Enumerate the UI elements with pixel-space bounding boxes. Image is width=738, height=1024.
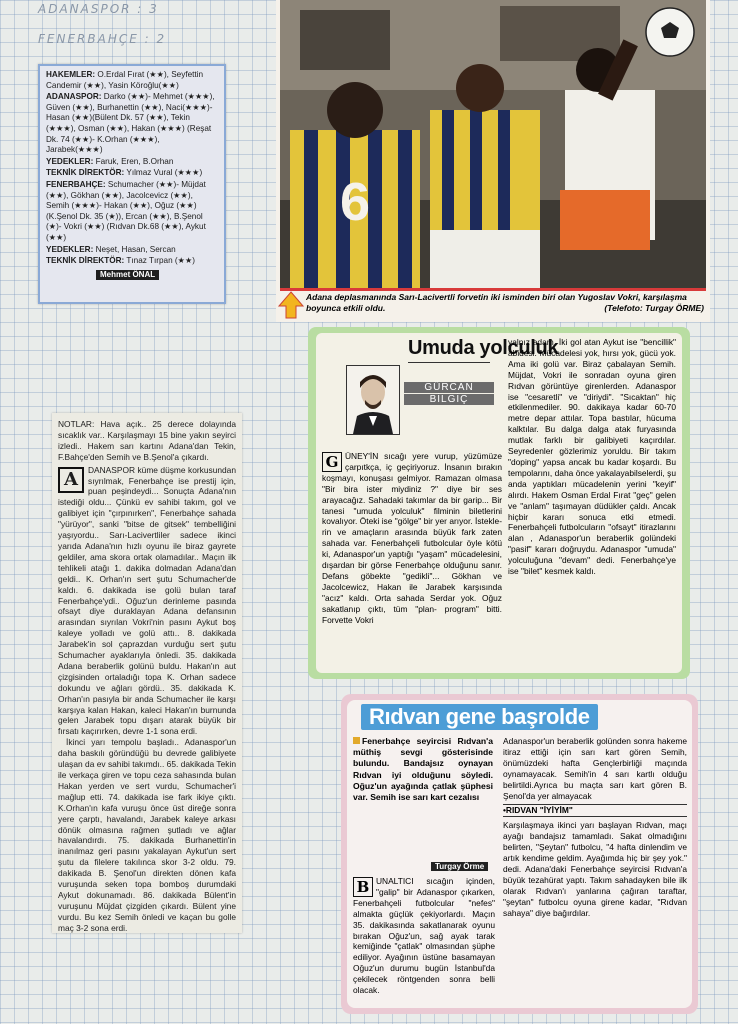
lineup-paragraph — [46, 245, 218, 256]
lineup-text: Darko (★★)- Mehmet (★★★), Güven (★★), Burhanettin (★★), Naci(★★★)-Hasan (★★)(Bülent Dk. 57 (★★), Tekin (★★★), Osman (★★), Hakan (★★★) (Reşat Dk. 74 (★★)- K.Orhan (★★★), Jarabek(★★★) — [46, 92, 215, 155]
ridvan-right-body-2: Karşılaşmaya ikinci yarı başlayan Rıdvan, maçı ayağı bandajsız tamamladı. Sakat olmadığını belirten, "Şeytan" futbolcu, "4 hafta dinlendim ve artık kendime geldim. Ayağımda hiç bir şey yok." dedi. Adana'daki Fenerbahçe seyircisi Rıdvan'a büyük tezahürat yaptı. Takım sahadayken bile ilk olarak Rıdvan'ı yanlarına çağıran taraftar, "şeytan" futbolcu oyuna girene kadar, "Rıdvan sahaya" diye bağırdılar. — [503, 820, 687, 918]
column-dropcap: G — [322, 452, 342, 472]
lineup-label: YEDEKLER: — [46, 156, 94, 166]
handwritten-score-line2: FENERBAHÇE : 2 — [38, 32, 167, 46]
match-photo-clipping — [276, 0, 710, 322]
umuda-yolculuk-clipping — [308, 327, 690, 679]
lineup-clipping — [38, 64, 226, 304]
lineup-text: Faruk, Eren, B.Orhan — [93, 156, 174, 166]
lineup-paragraph — [46, 256, 218, 267]
arrow-icon — [278, 290, 304, 320]
ridvan-subhead: •RIDVAN "İYİYİM" — [503, 804, 687, 817]
photo-caption — [306, 292, 704, 314]
lineup-text: Schumacher (★★)- Müjdat (★★), Gökhan (★★), Jacolcevicz (★★), Semih (★★★)- Hakan (★★), Oğuz (★★) (K.Şenol Dk. 35 (★)), Ercan (★★), B.Şenol (★)- Vokri (★★) (Rıdvan Dk.68 (★★), Aykut (★★) — [46, 179, 206, 242]
ridvan-gene-basrolde-clipping — [341, 694, 698, 1014]
ridvan-byline: Turgay Örme — [431, 862, 488, 871]
ridvan-title: Rıdvan gene başrolde — [361, 704, 598, 730]
notes-dropcap: A — [58, 467, 84, 493]
match-notes-clipping — [52, 413, 242, 933]
ridvan-dropcap: B — [353, 877, 373, 897]
lineup-paragraph — [46, 168, 218, 179]
notes-lead: NOTLAR: Hava açık.. 25 derece dolayında sıcaklık var.. Karşılaşmayı 15 bine yakın seyirci izledi.. Hakem sarı kartını Adana'dan Tekin, F.Bahçe'den Semih ve B.Şenol'a çıkardı. — [58, 419, 236, 462]
lineup-paragraph — [46, 70, 218, 91]
lineup-paragraph — [46, 92, 218, 156]
lineup-label: TEKNİK DİREKTÖR: — [46, 168, 125, 178]
ridvan-left-text — [353, 876, 495, 1004]
match-photo — [280, 0, 706, 291]
author-portrait-image — [347, 366, 399, 434]
lineup-label: ADANASPOR: — [46, 92, 102, 102]
title-rule — [408, 362, 490, 363]
author-portrait — [346, 365, 400, 435]
lineup-label: FENERBAHÇE: — [46, 179, 106, 189]
lineup-signature: Mehmet ÖNAL — [96, 270, 159, 281]
lineup-text: Yılmaz Vural (★★★) — [124, 168, 203, 178]
ridvan-left-body: UNALTICI sıcağın içinden, "galip" bir Adanaspor çıkarken, Fenerbahçeli futbolcular "nefes" almakta güçlük çekiyorlardı. Maçın 35. dakikasında sakatlanarak oyunu bırakan Oğuz'un, sağ ayak tarak kemiğinde "çatlak" olmasından şüphe ediliyor. Ayağının üstüne basamayan Oğuz'un durumu bugün İstanbul'da çekilecek röntgenden sonra belli olacak. — [353, 876, 495, 996]
lineup-text: O.Erdal Fırat (★★), Seyfettin Candemir (★★), Yasin Köroğlu(★★) — [46, 70, 204, 90]
column-left-text — [322, 451, 502, 669]
football-players-image — [280, 0, 706, 288]
svg-text:6: 6 — [340, 172, 371, 232]
ridvan-right-text — [503, 736, 687, 1004]
column-author — [404, 381, 494, 406]
lineup-paragraph — [46, 157, 218, 168]
photo-credit: (Telefoto: Turgay ÖRME) — [604, 303, 704, 313]
ridvan-intro-text: Fenerbahçe seyircisi Rıdvan'a müthiş sevgi gösterisinde bulundu. Bandajsız oynayan Rıdvan iyi olduğunu söyledi. Oğuz'un ayağında çatlak şüphesi var. Semih ise sarı kart cezalısı — [353, 736, 493, 803]
column-title: Umuda yolculuk — [408, 337, 559, 359]
lineup-label: YEDEKLER: — [46, 244, 94, 254]
lineup-text: Tınaz Tırpan (★★) — [124, 256, 196, 266]
handwritten-score-line1: ADANASPOR : 3 — [38, 2, 159, 16]
caption-text: Adana deplasmanında Sarı-Lacivertli forvetin iki isminden biri olan Yugoslav Vokri, karşılaşma boyunca etkili oldu. — [306, 292, 687, 313]
lineup-label: HAKEMLER: — [46, 70, 96, 79]
lineup-paragraph — [46, 180, 218, 244]
column-left-body: ÜNEY'İN sıcağı yere vurup, yüzümüze çarpıtkça, iç geçiriyoruz. İnsanın bırakın koşmayı, konuşası gelmiyor. Ramazan olmasa "Bir bira ister miydiniz ?" diye bir ses arayacağız. Sahadaki takımlar da bir garip... Bir tanesi "umuda yolculuk" filminin biletlerini kovalıyor. Öteki ise "gölge" bir yer arıyor. İsteklerin ve amaçların arasında büyük fark zaten sahada var. Fenerbahçeli futbolcular öyle kötü ki, Adanaspor'un yaptığı "yaşam" mücadelesini, dışardan bir görse Fenerbahçe olduğunu sanır. Defans göbekte "gedikli"... Gökhan ve Jacolcewicz, Hakan ile Jarabek karşısında "acız" kaldı. Orta sahada Serdar yok. Oğuz sakatlanıp çıktı, tüm "plan- program" bitti. Forvette Vokri — [322, 451, 502, 625]
lineup-label: TEKNİK DİREKTÖR: — [46, 256, 125, 266]
ridvan-intro — [353, 736, 493, 803]
column-right-text: yalnız adam. İki gol atan Aykut ise "bencillik" abidesi. Mücadelesi yok, hırsı yok, gücü yok. Ama iki golü var. Biraz çabalayan Semih. Müjdat, Vokri ile sonradan oyuna giren Rıdvan görüntüye girenlerden. Adanaspor ise "cesaretli" ve "diriydi". "Sıcaktan" hiç etkilenmediler. 90. dakikaya kadar 60-70 metre depar attılar. Topa bastılar, hücuma kalktılar. Bu dalga dalga atak furyasında mutlak farklı bir galibiyeti kaçırdılar. Seyredenler gözlerimiz yoruldu. Bir takım "doping" yapsa ancak bu kadar koşardı. Bu tempolarını, daha önce yakalayabilselerdi, şu anda yaptıkları mücadelenin yerini "keyif" alırdı. Hakem Osman Erdal Fırat "geç" gelen ve "anlam" taşımayan düdükler çaldı. Ancak hiçbir kararı sonuca etki etmedi. Fenerbahçeli futbolcuların "ofsayt" itirazlarını alan , Adanaspor'un beraberlik golündeki "pasif" kararı doğruydu. Adanaspor "umuda" yolculuğuna "devam" dedi. Fenerbahçe'ye ise "bilet" kesmek kaldı. — [508, 337, 676, 577]
square-bullet-icon — [353, 737, 360, 744]
author-last-name: BİLGİÇ — [404, 394, 494, 405]
author-first-name: GÜRCAN — [404, 382, 494, 393]
ridvan-right-body-1: Adanaspor'un beraberlik golünden sonra hakeme itiraz ettiği için sarı kart gören Semih, önümüzdeki hafta Gençlerbirliği maçında oynamayacak. Semih'in 4 sarı kartlı olduğu belirtildi.Ayrıca bu maçta sarı kart gören B. Şenol'da yer almayacak — [503, 736, 687, 801]
lineup-text: Neşet, Hasan, Sercan — [93, 244, 176, 254]
notes-body-1: DANASPOR küme düşme korkusundan sıyrılmak, Fenerbahçe ise prestij için, puan peşindeydi... Sonuçta Adana'nın istediği oldu... Çünkü ev sahibi takım, gol ve galibiyet için "çırpınırken", Fenerbahçe sahada "yürüyor", sanki "bitse de gitsek" tembelliğini yaşıyordu.. Sarı-Lacivertliler sadece ikinci yarıda Adana'nın hızlı oyunu ile biraz gayrete geldiler, ama skora ortak olamadılar.. Maçın ilk tehlikeli atağı 1. dakika dolmadan Adana'dan geldi.. K. Orhan'ın sert şutu Schumacher'de kaldı. 6. dakikada ise golü bulan taraf Fenerbahçe'ydi.. Oğuz'un derinleme pasında ofsayt diye duraklayan Adana defansının arasından sıyrılan Vokri'nin pasını Aykut boş kaleye yolladı ve golü attı.. 8. dakikada Jarabek'in sol çaprazdan vurduğu sert şutu Schumacher ayaklarıyla önledi. 35. dakikada Adana beraberlik golünü buldu. Hakan'ın aut çizgisinden ortaladığı topa K. Orhan sadece dokundu ve ağları gördü.. 35. dakikada K. Orhan'ın pasıyla bir anda Schumacher ile karşı karşıya kalan Hakan, kaleci Hakan'ın burnunda gelen Jarabek topu dışarı atarak büyük bir fırsatı kaçırırken, devre 1-1 sona erdi. — [58, 464, 236, 737]
notes-body-2: İkinci yarı tempolu başladı.. Adanaspor'un daha baskılı göründüğü bu devrede galibiyete ulaşan da ev sahibi takımdı.. 65. dakikada Tekin ile verkaça giren ve topu ceza sahasında bulan Hakan yerden ve sert vurdu, Schumacher'i mağlup etti. 74. dakikada ise fark ikiye çıktı. K.Orhan'ın kafa vuruşu önce üst direğe sonra yere çarptı, havalandı, Jarabek kaleye arkası dönük olmasına rağmen şutladı ve ağlar havalandırdı. 75. dakikada Burhanettin'in inanılmaz geri pasını yakalayan Aykut'un sert şutu da filelere takılınca skor 3-2 oldu. 79. dakikada B. Şenol'un direkten dönen kafa vuruşunda seken topa bomboş durumdaki Aykut dokunamadı. 86. dakikada Bülent'in vuruşunu Müjdat çizgiden çıkardı. Bülent yine vurdu. Bu kez Semih önledi ve kaçan bu golle maç 3-2 sona erdi. — [58, 737, 236, 933]
